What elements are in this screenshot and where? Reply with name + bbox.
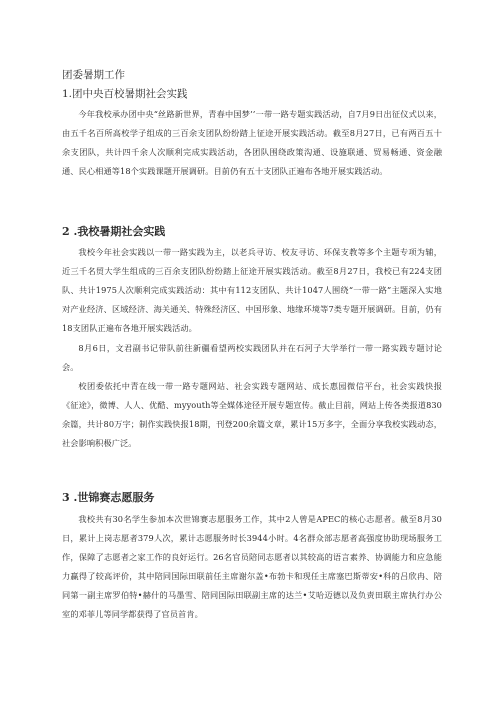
document-title: 团委暑期工作	[62, 69, 125, 81]
section-3-paragraph-1: 我校共有30名学生参加本次世锦赛志愿服务工作，其中2人曾是APEC的核心志愿者。截至8月30日，累计上岗志愿者379人次，累计志愿服务时长3944小时。4名群众部志愿者高强度协助现场服务工作，保障了志愿者之家工作的良好运行。26名官员陪同志愿者以其较高的语言素养、协调能力和应急能力赢得了较高评价，其中陪同国际田联前任主席谢尔盖•布勃卡和现任主席塞巴斯蒂安•科的吕欣冉、陪同第一副主席罗伯特•赫什的马墨雪、陪同国际田联副主席的达兰•艾哈迈德以及负责田联主席执行办公室的邓菲儿等同学都获得了官员首肯。	[62, 514, 442, 619]
section-1-heading: 1.团中央百校暑期社会实践	[62, 88, 188, 100]
section-2-heading: 2 .我校暑期社会实践	[62, 225, 166, 238]
section-3-heading: 3 .世锦赛志愿服务	[62, 491, 155, 504]
section-2-paragraph-1: 我校今年社会实践以一带一路实践为主，以老兵寻访、校友寻访、环保支教等多个主题专项为辅，近三千名贸大学生组成的三百余支团队纷纷踏上征途开展实践活动。截至8月27日，我校已有224支团队、共计1975人次顺利完成实践活动：其中有112支团队、共计1047人围绕“一带一路”主题深入实地对产业经济、区域经济、海关通关、特殊经济区、中国形象、地缘环境等7类专题开展调研。目前，仍有18支团队正遍布各地开展实践活动。	[62, 247, 442, 333]
section-2-paragraph-2: 8月6日，文君副书记带队前往新疆看望两校实践团队并在石河子大学举行一带一路实践专题讨论会。	[62, 343, 442, 372]
section-1-paragraph-1: 今年我校承办团中央“丝路新世界，青春中国梦’’一带一路专题实践活动，自7月9日出征仪式以来，由五千名百所高校学子组成的三百余支团队纷纷踏上征途开展实践活动。截至8月27日，已有两百五十余支团队，共计四千余人次顺利完成实践活动，各团队围绕政策沟通、设施联通、贸易畅通、资金融通、民心相通等18个实践课题开展调研。目前仍有五十支团队正遍布各地开展实践活动。	[62, 109, 442, 176]
section-2-paragraph-3: 校团委依托中青在线一带一路专题网站、社会实践专题网站、成长惠园微信平台，社会实践快报《征途》，微博、人人、优酷、myyouth等全媒体途径开展专题宣传。截止目前，网站上传各类报道830余篇，共计80万字；制作实践快报18期，刊登200余篇文章，累计15万多字，全面分享我校实践动态，社会影响积极广泛。	[62, 381, 442, 448]
